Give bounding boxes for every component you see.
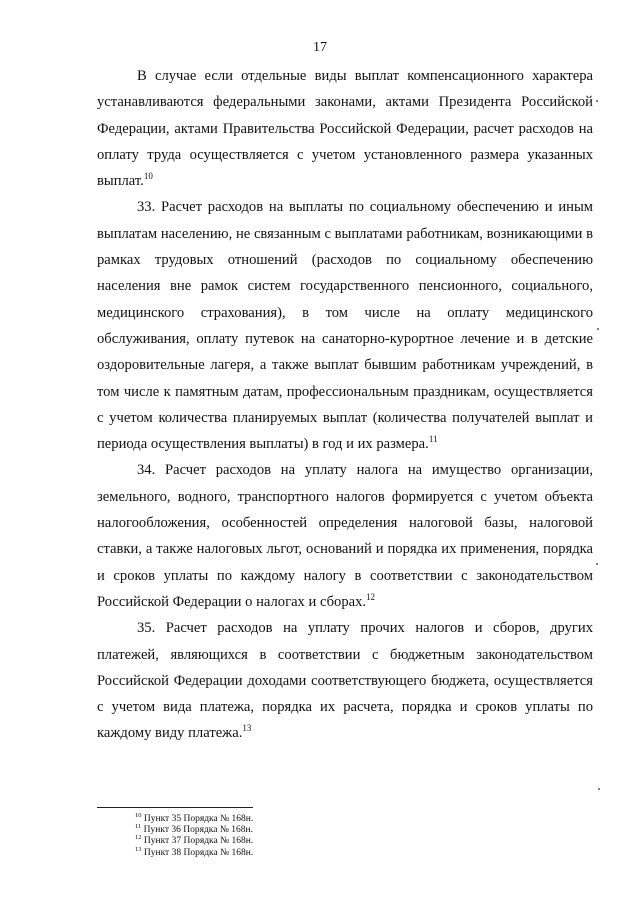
paragraph-text: 35. Расчет расходов на уплату прочих налогов и сборов, других платежей, являющихся в соответствии с бюджетным законодательством Российской Федерации доходами соответствующего бюджета, осуществляется с учетом вида платежа, порядка их расчета, порядка и сроков уплаты по каждому виду платежа. [97, 620, 593, 742]
footnote-ref: 11 [428, 434, 438, 445]
paragraph-text: 34. Расчет расходов на уплату налога на имущество организации, земельного, водного, транспортного налогов формируется с учетом объекта налогообложения, особенностей определения налоговой базы, налоговой ставки, а также налоговых льгот, оснований и порядка их применения, порядка и сроков уплаты по каждому налогу в соответствии с законодательством Российской Федерации о налогах и сборах. [97, 462, 593, 610]
footnote-number: 12 [135, 834, 142, 842]
footnote-text: Пункт 37 Порядка № 168н. [143, 836, 254, 847]
paragraph-text: 33. Расчет расходов на выплаты по социальному обеспечению и иным выплатам населению, не связанным с выплатами работникам, возникающими в рамках трудовых отношений (расходов по социальному обеспечению населения вне рамок систем государственного пенсионного, социального, медицинского страхования), в том числе на оплату медицинского обслуживания, оплату путевок на санаторно-курортное лечение и в детские оздоровительные лагеря, а также выплат бывшим работникам учреждений, в том числе к памятным датам, профессиональным праздникам, осуществляется с учетом количества планируемых выплат (количества получателей выплат и периода осуществления выплаты) в год и их размера. [97, 199, 593, 453]
footnote-text: Пункт 38 Порядка № 168н. [143, 847, 254, 858]
scan-speck [596, 563, 598, 565]
footnotes [135, 811, 254, 859]
page-number: 17 [313, 40, 327, 55]
paragraph-compensation-payments [97, 63, 593, 194]
paragraph-33 [97, 194, 593, 457]
footnote-11 [135, 825, 253, 836]
paragraph-34 [97, 457, 593, 615]
footnote-number: 11 [135, 823, 142, 831]
footnote-text: Пункт 35 Порядка № 168н. [143, 814, 254, 824]
footnote-13 [135, 845, 254, 859]
paragraph-35 [97, 615, 593, 746]
scan-speck [597, 328, 599, 330]
scan-speck [598, 788, 600, 790]
footnote-divider [97, 807, 253, 808]
footnote-text: Пункт 36 Порядка № 168н. [143, 825, 254, 836]
footnote-12 [135, 836, 253, 847]
footnote-ref: 10 [143, 171, 153, 182]
footnote-ref: 13 [242, 723, 252, 734]
footnote-number: 10 [135, 811, 142, 819]
footnote-ref: 12 [366, 592, 376, 603]
footnote-number: 13 [135, 845, 142, 853]
scan-speck [596, 100, 598, 102]
footnote-10 [135, 811, 254, 825]
paragraph-text: В случае если отдельные виды выплат компенсационного характера устанавливаются федеральными законами, актами Президента Российской Федерации, актами Правительства Российской Федерации, расчет расходов на оплату труда осуществляется с учетом установленного размера указанных выплат. [97, 68, 593, 190]
main-text [97, 63, 593, 747]
